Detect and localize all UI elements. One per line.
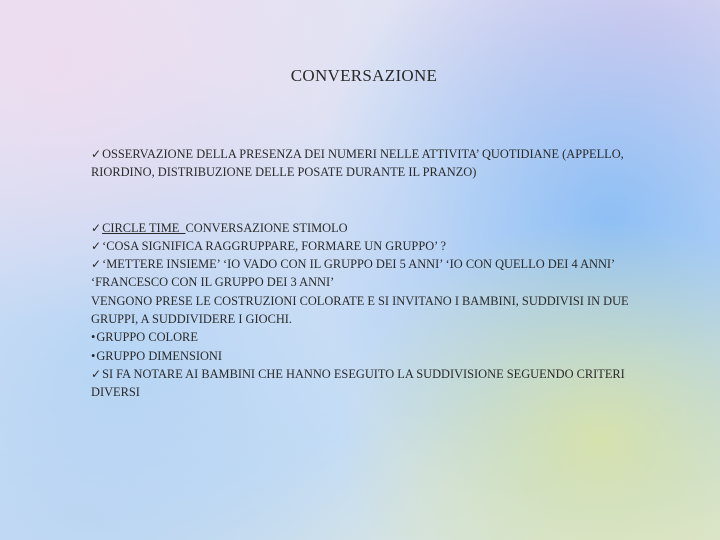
checkmark-icon: ✓ [91, 257, 102, 272]
slide-body [91, 145, 651, 402]
bullet-icon: • [91, 330, 96, 345]
paragraph-text: VENGONO PRESE LE COSTRUZIONI COLORATE E SI INVITANO I BAMBINI, SUDDIVISI IN DUE GRUPPI, A SUDDIVIDERE I GIOCHI. [91, 293, 629, 327]
paragraph-circle-time [91, 219, 651, 237]
paragraph-text: OSSERVAZIONE DELLA PRESENZA DEI NUMERI NELLE ATTIVITA’ QUOTIDIANE (APPELLO, RIORDINO, DISTRIBUZIONE DELLE POSATE DURANTE IL PRANZO) [91, 147, 624, 180]
circle-time-label: CIRCLE TIME [102, 220, 186, 235]
title-text: CONVERSAZIONE [290, 66, 438, 85]
checkmark-icon: ✓ [91, 366, 102, 381]
list-item-size-group [91, 347, 651, 365]
paragraph-answers [91, 255, 651, 292]
paragraph-text: GRUPPO COLORE [96, 330, 198, 345]
paragraph-text: SI FA NOTARE AI BAMBINI CHE HANNO ESEGUITO LA SUDDIVISIONE SEGUENDO CRITERI DIVERSI [91, 366, 625, 400]
paragraph-text: ‘METTERE INSIEME’ ‘IO VADO CON IL GRUPPO DEI 5 ANNI’ ‘IO CON QUELLO DEI 4 ANNI’ ‘FRANCESCO CON IL GRUPPO DEI 3 ANNI’ [91, 257, 615, 290]
paragraph-observation [91, 145, 651, 182]
paragraph-text: ‘COSA SIGNIFICA RAGGRUPPARE, FORMARE UN GRUPPO’ ? [102, 238, 446, 253]
paragraph-conclusion [91, 365, 651, 402]
paragraph-question [91, 237, 651, 255]
checkmark-icon: ✓ [91, 238, 102, 253]
spacer [91, 182, 651, 219]
paragraph-text: GRUPPO DIMENSIONI [96, 348, 222, 363]
list-item-color-group [91, 328, 651, 346]
checkmark-icon: ✓ [91, 220, 102, 235]
paragraph-text: CONVERSAZIONE STIMOLO [185, 220, 348, 235]
paragraph-activity [91, 292, 651, 329]
slide-title [0, 66, 720, 86]
bullet-icon: • [91, 348, 96, 363]
checkmark-icon: ✓ [91, 147, 102, 161]
